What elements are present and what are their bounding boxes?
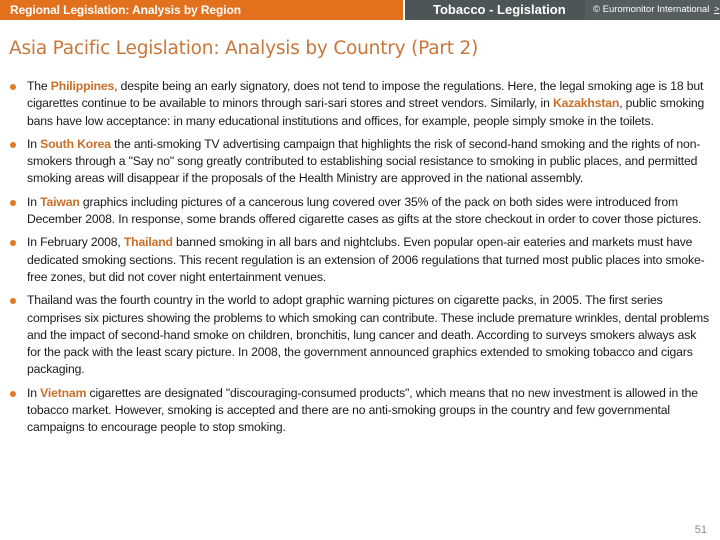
bullet-item	[0, 194, 720, 229]
bullet-item	[0, 78, 720, 130]
country-highlight: South Korea	[40, 136, 111, 151]
next-slide-link[interactable]: >	[713, 4, 720, 15]
bullet-item	[0, 234, 720, 286]
copyright-area	[585, 0, 720, 20]
bullet-dot-icon	[10, 142, 16, 148]
page-number: 51	[694, 524, 707, 536]
country-highlight: Kazakhstan	[552, 96, 620, 111]
country-highlight: Taiwan	[40, 194, 80, 209]
page-title: Asia Pacific Legislation: Analysis by Country (Part 2)	[9, 38, 479, 59]
bullet-item	[0, 292, 720, 378]
bullet-item	[0, 136, 720, 188]
bullet-text: In	[27, 136, 41, 151]
bullet-text: banned smoking in all bars and nightclubs. Even popular open-air eateries and markets must have dedicated smoking sections. This recent regulation is an extension of 2006 regulations that turned most public places into smoke-free zones, but did not cover night entertainment venues.	[27, 235, 705, 284]
bullet-dot-icon	[10, 240, 16, 246]
bullet-dot-icon	[10, 391, 16, 397]
section-title: Regional Legislation: Analysis by Region	[0, 0, 403, 20]
bullet-text: Thailand was the fourth country in the world to adopt graphic warning pictures on cigarette packs, in 2005. The first series comprises six pictures showing the problems to which smoking can contribute. These include premature wrinkles, dental problems and the impact of second-hand smoke on children, bronchitis, lung cancer and death. According to surveys smokers always ask for the pack with the least scary picture. In 2008, the government announced graphics extended to smoking tobacco and cigars packaging.	[27, 293, 709, 377]
country-highlight: Thailand	[123, 235, 173, 250]
bullet-text: , public smoking bans have low acceptance: in many educational institutions and offices, for example, people simply smoke in the toilets.	[27, 96, 705, 128]
bullet-text: cigarettes are designated "discouraging-consumed products", which means that no new investment is allowed in the tobacco market. However, smoking is accepted and there are no anti-smoking groups in the country and few governmental campaigns to encourage people to stop smoking.	[27, 385, 698, 435]
bullet-text: In	[27, 194, 41, 209]
slide-header	[0, 0, 720, 20]
bullet-text: the anti-smoking TV advertising campaign that highlights the risk of second-hand smoking and the rights of non-smokers through a "Say no" song greatly contributed to establishing social resistance to smoking in public places, and permitted smoking areas will disappear if the proposals of the Health Ministry are approved in the national assembly.	[27, 136, 701, 186]
bullet-dot-icon	[10, 298, 16, 304]
country-highlight: Philippines	[50, 79, 115, 93]
bullet-text: , despite being an early signatory, does not tend to impose the regulations. Here, the legal smoking age is 18 but cigarettes continue to be available to minors through sari-sari stores and street vendors. Similarly, in	[27, 79, 704, 111]
topic-label: Tobacco - Legislation	[405, 0, 585, 20]
bullet-text: The	[27, 79, 51, 93]
bullet-dot-icon	[10, 200, 16, 206]
copyright-text: © Euromonitor International	[593, 4, 710, 15]
bullet-list	[0, 78, 720, 443]
bullet-dot-icon	[10, 84, 16, 90]
bullet-text: graphics including pictures of a cancerous lung covered over 35% of the pack on both sides were introduced from December 2008. In response, some brands offered cigarette cases as gifts at the store checkout in order to cover those pictures.	[27, 194, 702, 227]
bullet-text: In February 2008,	[27, 235, 124, 250]
bullet-text: In	[27, 385, 41, 400]
country-highlight: Vietnam	[40, 385, 87, 400]
bullet-item	[0, 385, 720, 437]
